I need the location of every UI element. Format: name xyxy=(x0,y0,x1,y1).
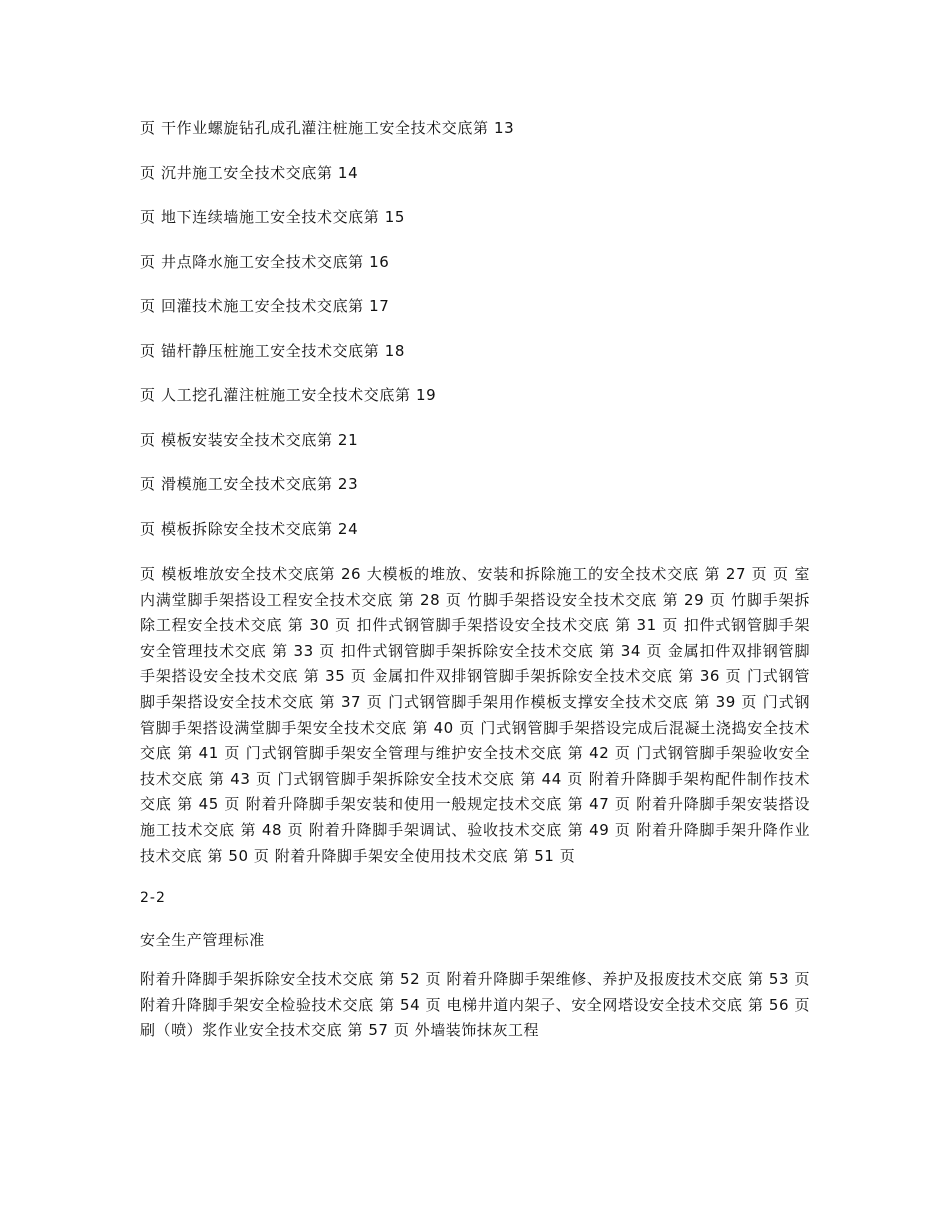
section-title: 安全生产管理标准 xyxy=(140,931,265,950)
page-number: 2-2 xyxy=(140,890,166,907)
toc-line: 页 干作业螺旋钻孔成孔灌注桩施工安全技术交底第 13 xyxy=(140,119,515,137)
document-page xyxy=(140,118,810,1044)
toc-line: 页 人工挖孔灌注桩施工安全技术交底第 19 xyxy=(140,386,437,404)
toc-line: 页 滑模施工安全技术交底第 23 xyxy=(140,475,359,493)
toc-line: 页 模板安装安全技术交底第 21 xyxy=(140,430,359,449)
toc-line: 页 锚杆静压桩施工安全技术交底第 18 xyxy=(140,341,406,360)
toc-line: 页 地下连续墙施工安全技术交底第 15 xyxy=(140,208,406,226)
toc-line: 页 沉井施工安全技术交底第 14 xyxy=(140,163,359,182)
toc-line: 页 回灌技术施工安全技术交底第 17 xyxy=(140,297,390,315)
toc-line: 页 模板拆除安全技术交底第 24 xyxy=(140,519,359,538)
toc-paragraph: 页 模板堆放安全技术交底第 26 大模板的堆放、安装和拆除施工的安全技术交底 第 27 页 页 室内满堂脚手架搭设工程安全技术交底 第 28 页 竹脚手架搭设安全技术交底 第 29 页 竹脚手架拆除工程安全技术交底 第 30 页 扣件式钢管脚手架搭设安全技术交底 第 31 页 扣件式钢管脚手架安全管理技术交底 第 33 页 扣件式钢管脚手架拆除安全技术交底 第 34 页 金属扣件双排钢管脚手架搭设安全技术交底 第 35 页 金属扣件双排钢管脚手架拆除安全技术交底 第 36 页 门式钢管脚手架搭设安全技术交底 第 37 页 门式钢管脚手架用作模板支撑安全技术交底 第 39 页 门式钢管脚手架搭设满堂脚手架安全技术交底 第 40 页 门式钢管脚手架搭设完成后混凝土浇捣安全技术交底 第 41 页 门式钢管脚手架安全管理与维护安全技术交底 第 42 页 门式钢管脚手架验收安全技术交底 第 43 页 门式钢管脚手架拆除安全技术交底 第 44 页 附着升降脚手架构配件制作技术交底 第 45 页 附着升降脚手架安装和使用一般规定技术交底 第 47 页 附着升降脚手架安装搭设施工技术交底 第 48 页 附着升降脚手架调试、验收技术交底 第 49 页 附着升降脚手架升降作业技术交底 第 50 页 附着升降脚手架安全使用技术交底 第 51 页 xyxy=(140,565,810,865)
toc-line: 页 井点降水施工安全技术交底第 16 xyxy=(140,252,390,271)
toc-paragraph-continued: 附着升降脚手架拆除安全技术交底 第 52 页 附着升降脚手架维修、养护及报废技术交底 第 53 页 附着升降脚手架安全检验技术交底 第 54 页 电梯井道内架子、安全网塔设安全技术交底 第 56 页 刷（喷）浆作业安全技术交底 第 57 页 外墙装饰抹灰工程 xyxy=(140,970,810,1040)
